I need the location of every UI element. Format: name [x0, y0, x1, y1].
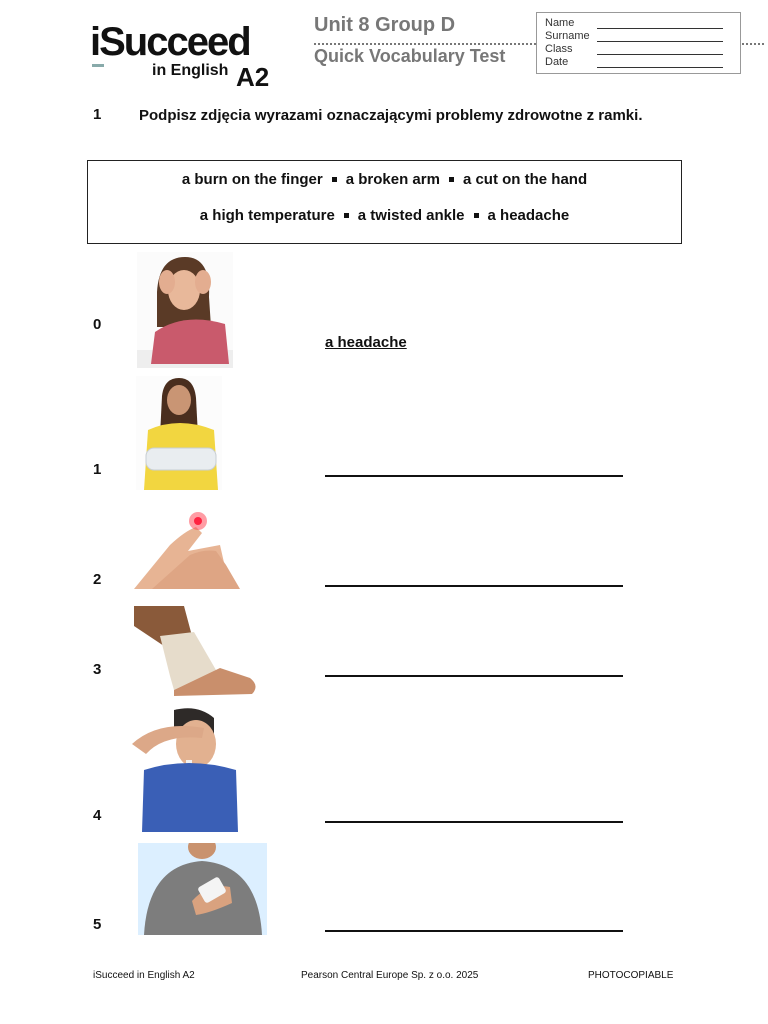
name-label: Name — [545, 17, 575, 29]
class-field[interactable] — [545, 43, 735, 56]
word-option: a cut on the hand — [462, 171, 588, 188]
surname-field[interactable] — [545, 30, 735, 43]
headache-photo — [137, 252, 233, 368]
name-field[interactable] — [545, 17, 735, 30]
twisted-ankle-photo — [134, 606, 264, 698]
logo-level: A2 — [236, 62, 270, 92]
word-option: a twisted ankle — [357, 207, 465, 224]
item-number: 3 — [93, 661, 102, 678]
student-info-box — [536, 12, 741, 74]
burned-finger-photo — [130, 505, 254, 589]
bullet-icon — [344, 213, 349, 218]
bullet-icon — [449, 177, 454, 182]
answer-line[interactable] — [325, 475, 623, 477]
word-option: a high temperature — [199, 207, 335, 224]
item-number: 1 — [93, 461, 102, 478]
date-label: Date — [545, 56, 569, 68]
logo-accent — [92, 64, 104, 67]
answer-line[interactable] — [325, 821, 623, 823]
bullet-icon — [332, 177, 337, 182]
word-option: a broken arm — [345, 171, 440, 188]
item-number: 0 — [93, 316, 102, 333]
class-label: Class — [545, 43, 573, 55]
question-instruction: Podpisz zdjęcia wyrazami oznaczającymi problemy zdrowotne z ramki. — [139, 107, 643, 124]
item-number: 5 — [93, 916, 102, 933]
surname-label: Surname — [545, 30, 590, 42]
test-subtitle: Quick Vocabulary Test — [314, 46, 506, 66]
question-number: 1 — [93, 106, 102, 123]
item-number: 4 — [93, 807, 102, 824]
footer-center: Pearson Central Europe Sp. z o.o. 2025 — [301, 970, 479, 981]
bullet-icon — [474, 213, 479, 218]
logo-sub: in English — [152, 62, 229, 79]
footer-right: PHOTOCOPIABLE — [588, 970, 674, 981]
cut-hand-photo — [138, 843, 267, 935]
test-title: Unit 8 Group D — [314, 14, 456, 36]
high-temperature-photo — [128, 704, 240, 832]
word-option: a burn on the finger — [181, 171, 323, 188]
broken-arm-photo — [136, 376, 222, 490]
word-box-line-1 — [88, 171, 681, 188]
answer-text: a headache — [325, 334, 407, 351]
footer-left: iSucceed in English A2 — [93, 970, 195, 981]
answer-line[interactable] — [325, 675, 623, 677]
date-field[interactable] — [545, 56, 735, 69]
word-box — [87, 160, 682, 244]
logo-brand: iSucceed — [90, 20, 250, 64]
item-number: 2 — [93, 571, 102, 588]
word-box-line-2 — [88, 207, 681, 224]
answer-line[interactable] — [325, 585, 623, 587]
word-option: a headache — [487, 207, 570, 224]
logo — [90, 18, 280, 92]
answer-line[interactable] — [325, 930, 623, 932]
